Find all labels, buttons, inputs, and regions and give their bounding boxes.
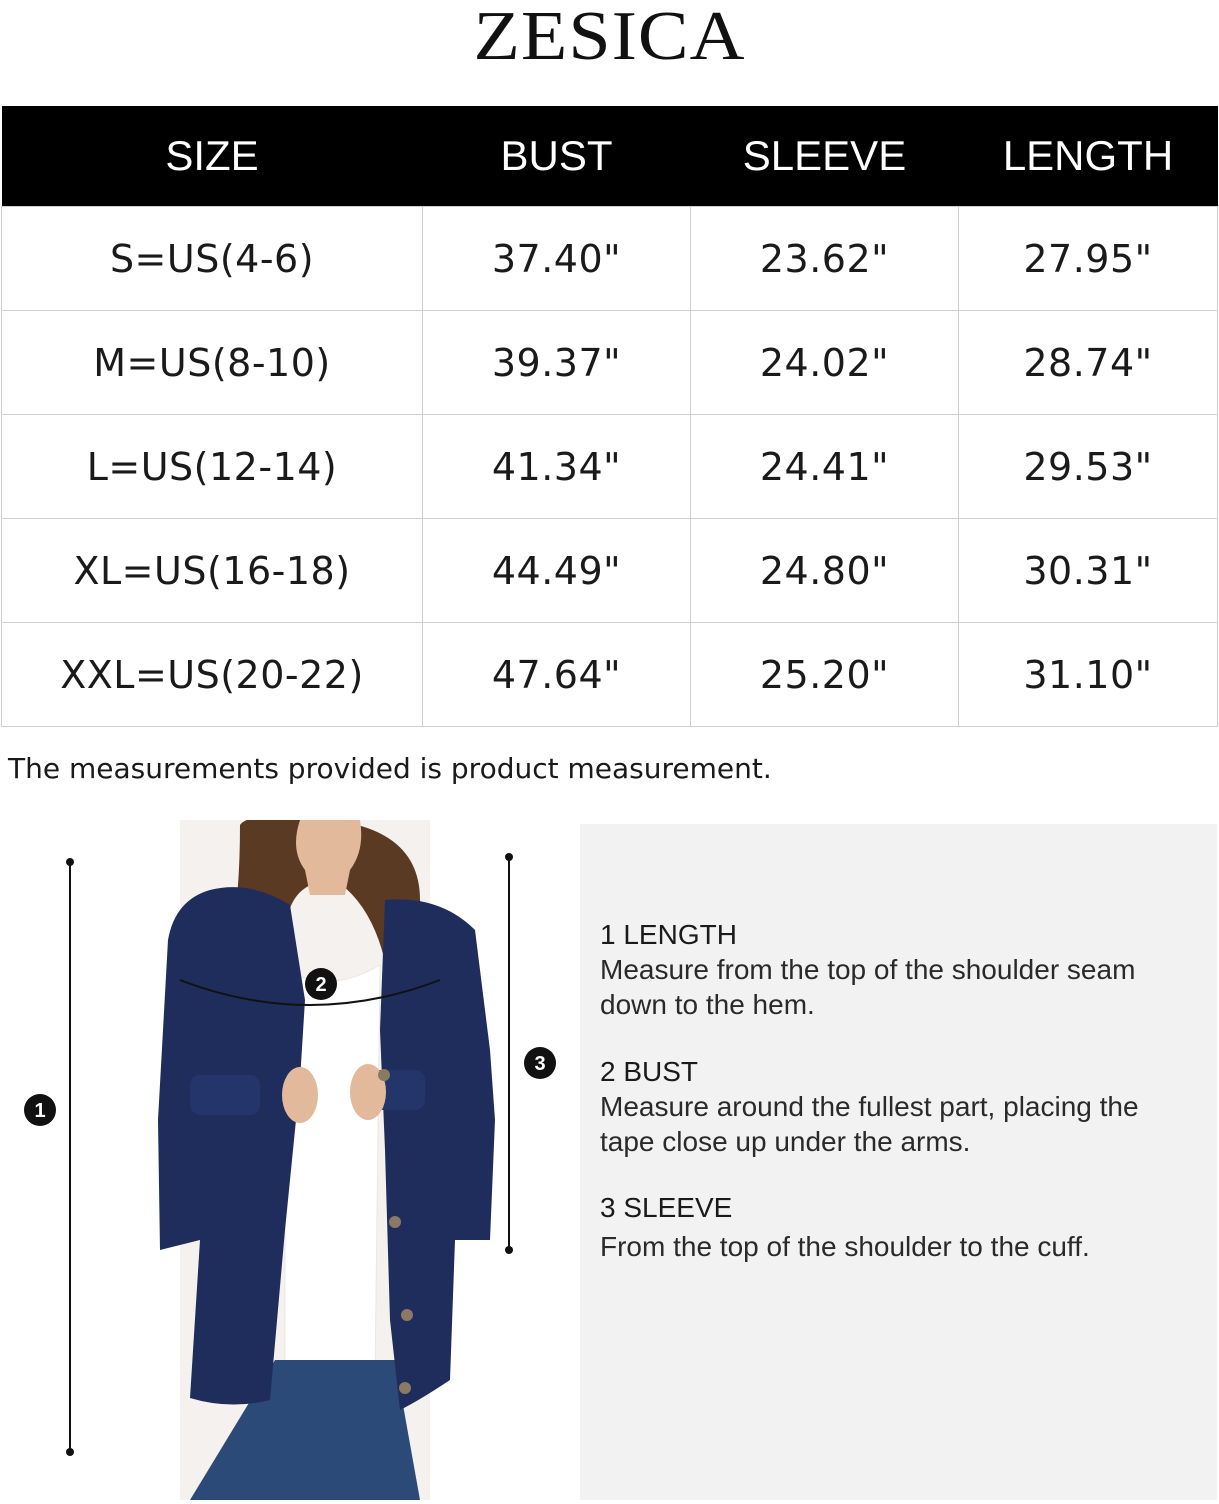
- bust-cell: 44.49": [423, 519, 691, 623]
- length-line-start: [66, 858, 74, 866]
- length-cell: 30.31": [959, 519, 1218, 623]
- sleeve-cell: 24.02": [691, 311, 959, 415]
- button-icon: [389, 1216, 401, 1228]
- size-cell: S=US(4-6): [2, 207, 423, 311]
- sleeve-line-end: [505, 1246, 513, 1254]
- cardigan-illustration: [0, 820, 580, 1500]
- sleeve-cell: 24.41": [691, 415, 959, 519]
- button-icon: [399, 1382, 411, 1394]
- length-guide: [600, 918, 1160, 1022]
- bust-cell: 39.37": [423, 311, 691, 415]
- measurement-guide-panel: [580, 824, 1217, 1500]
- brand-logo: ZESICA: [473, 0, 746, 75]
- size-chart-table: [1, 106, 1218, 727]
- length-cell: 29.53": [959, 415, 1218, 519]
- sleeve-guide-title: 3 SLEEVE: [600, 1192, 733, 1223]
- button-icon: [378, 1069, 390, 1081]
- sleeve-guide-desc: From the top of the shoulder to the cuff.: [600, 1231, 1090, 1262]
- header-size: SIZE: [2, 106, 423, 207]
- sleeve-cell: 23.62": [691, 207, 959, 311]
- sleeve-guide: [600, 1191, 1160, 1264]
- length-guide-desc: Measure from the top of the shoulder seam down to the hem.: [600, 954, 1136, 1020]
- length-cell: 27.95": [959, 207, 1218, 311]
- button-icon: [401, 1309, 413, 1321]
- cardigan-figure: [0, 820, 580, 1500]
- size-cell: M=US(8-10): [2, 311, 423, 415]
- table-row: [2, 415, 1218, 519]
- bust-cell: 41.34": [423, 415, 691, 519]
- table-row: [2, 519, 1218, 623]
- bust-guide: [600, 1055, 1160, 1159]
- measurement-note: The measurements provided is product measurement.: [8, 752, 772, 785]
- marker-1-label: 1: [34, 1100, 46, 1122]
- marker-3-label: 3: [534, 1053, 546, 1075]
- cardigan-right-panel: [380, 899, 495, 1410]
- length-line-end: [66, 1448, 74, 1456]
- length-guide-title: 1 LENGTH: [600, 919, 737, 950]
- sleeve-cell: 24.80": [691, 519, 959, 623]
- bust-guide-desc: Measure around the fullest part, placing the tape close up under the arms.: [600, 1091, 1139, 1157]
- length-cell: 28.74": [959, 311, 1218, 415]
- bust-cell: 37.40": [423, 207, 691, 311]
- left-cuff: [190, 1075, 260, 1115]
- table-row: [2, 623, 1218, 727]
- header-sleeve: SLEEVE: [691, 106, 959, 207]
- header-length: LENGTH: [959, 106, 1218, 207]
- bust-guide-title: 2 BUST: [600, 1056, 699, 1087]
- length-cell: 31.10": [959, 623, 1218, 727]
- size-cell: XXL=US(20-22): [2, 623, 423, 727]
- size-cell: L=US(12-14): [2, 415, 423, 519]
- sleeve-cell: 25.20": [691, 623, 959, 727]
- left-hand: [282, 1067, 318, 1123]
- header-bust: BUST: [423, 106, 691, 207]
- size-cell: XL=US(16-18): [2, 519, 423, 623]
- table-header-row: [2, 106, 1218, 207]
- bust-cell: 47.64": [423, 623, 691, 727]
- marker-2-label: 2: [315, 974, 327, 996]
- sleeve-line-start: [505, 853, 513, 861]
- table-row: [2, 311, 1218, 415]
- table-row: [2, 207, 1218, 311]
